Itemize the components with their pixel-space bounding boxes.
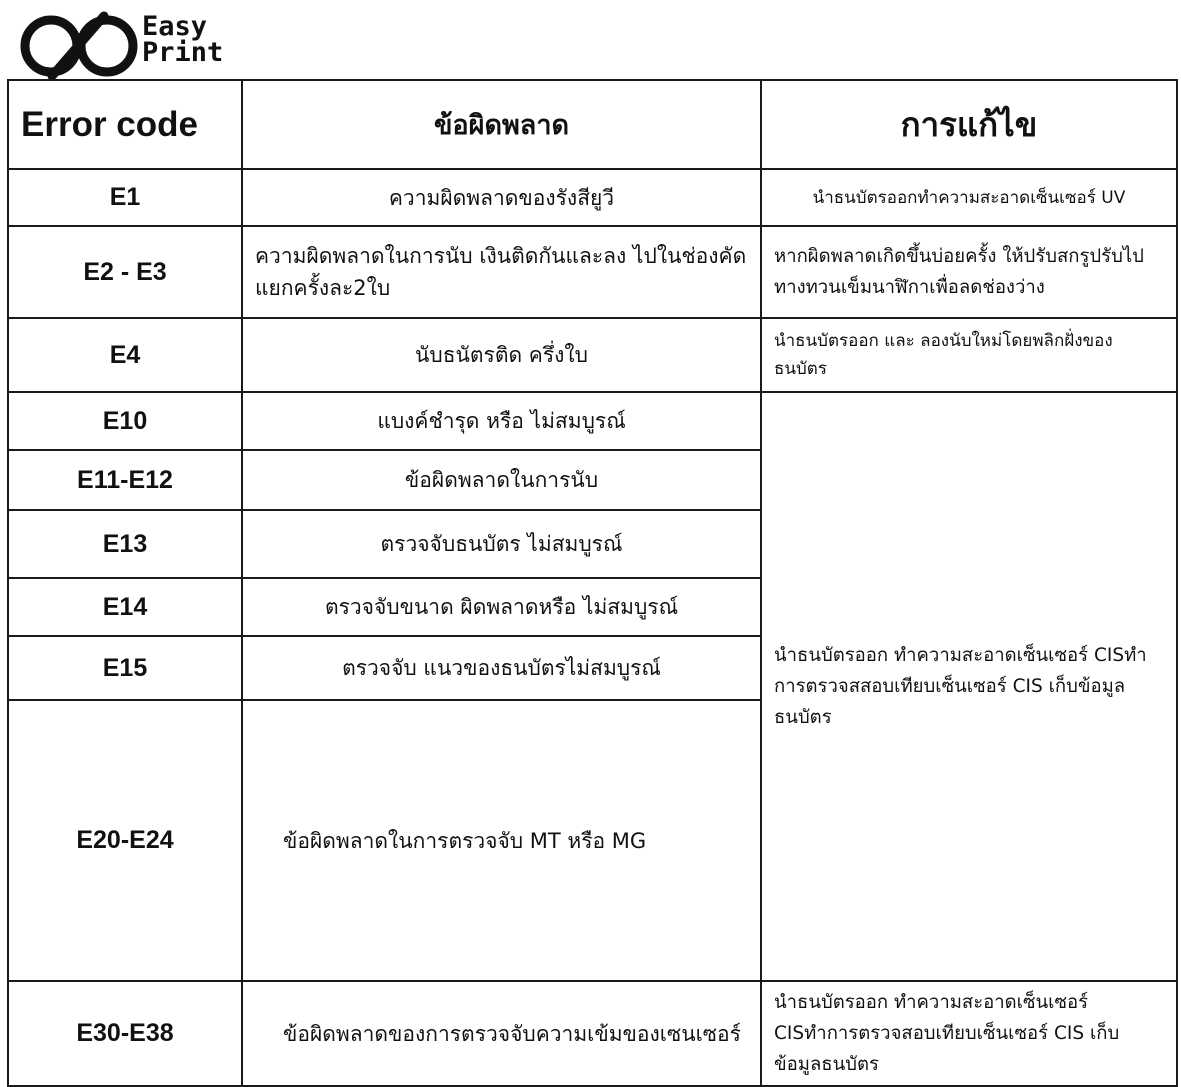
header-description: ข้อผิดพลาด xyxy=(242,80,761,169)
description-cell: แบงค์ชำรุด หรือ ไม่สมบูรณ์ xyxy=(242,392,761,450)
description-cell: ข้อผิดพลาดในการตรวจจับ MT หรือ MG xyxy=(242,700,761,981)
easy-print-logo xyxy=(18,10,228,80)
description-cell: ตรวจจับธนบัตร ไม่สมบูรณ์ xyxy=(242,510,761,578)
error-code-cell: E15 xyxy=(8,636,242,700)
error-code-cell: E11-E12 xyxy=(8,450,242,510)
description-cell: ข้อผิดพลาดของการตรวจจับความเข้มของเซนเซอร์ xyxy=(242,981,761,1086)
error-code-cell: E30-E38 xyxy=(8,981,242,1086)
error-code-cell: E14 xyxy=(8,578,242,636)
infinity-logo-icon xyxy=(18,10,138,80)
description-cell: ความผิดพลาดของรังสียูวี xyxy=(242,169,761,226)
error-code-cell: E10 xyxy=(8,392,242,450)
logo-line-2: Print xyxy=(142,37,224,68)
table-row xyxy=(8,226,1177,318)
error-code-cell: E20-E24 xyxy=(8,700,242,981)
table-row xyxy=(8,318,1177,392)
error-code-cell: E1 xyxy=(8,169,242,226)
error-code-cell: E2 - E3 xyxy=(8,226,242,318)
logo-wordmark xyxy=(142,11,224,68)
solution-cell: นำธนบัตรออกทำความสะอาดเซ็นเซอร์ UV xyxy=(761,169,1177,226)
error-code-cell: E4 xyxy=(8,318,242,392)
solution-cell: นำธนบัตรออก ทำความสะอาดเซ็นเซอร์ CISทำการตรวจสอบเทียบเซ็นเซอร์ CIS เก็บข้อมูลธนบัตร xyxy=(761,981,1177,1086)
table-row xyxy=(8,169,1177,226)
description-cell: ตรวจจับ แนวของธนบัตรไม่สมบูรณ์ xyxy=(242,636,761,700)
header-solution: การแก้ไข xyxy=(761,80,1177,169)
merged-solution-cell: นำธนบัตรออก ทำความสะอาดเซ็นเซอร์ CISทำการตรวจสสอบเทียบเซ็นเซอร์ CIS เก็บข้อมูลธนบัตร xyxy=(761,392,1177,981)
logo-line-1: Easy xyxy=(142,11,208,42)
description-cell: ความผิดพลาดในการนับ เงินติดกันและลง ไปในช่องคัดแยกครั้งละ2ใบ xyxy=(242,226,761,318)
description-cell: นับธนัตรติด ครึ่งใบ xyxy=(242,318,761,392)
table-row xyxy=(8,392,1177,450)
table-row xyxy=(8,981,1177,1086)
solution-cell: นำธนบัตรออก และ ลองนับใหม่โดยพลิกฝั่งของธนบัตร xyxy=(761,318,1177,392)
solution-cell: หากผิดพลาดเกิดขึ้นบ่อยครั้ง ให้ปรับสกรูปรับไปทางทวนเข็มนาฬิกาเพื่อลดช่องว่าง xyxy=(761,226,1177,318)
description-cell: ข้อผิดพลาดในการนับ xyxy=(242,450,761,510)
description-cell: ตรวจจับขนาด ผิดพลาดหรือ ไม่สมบูรณ์ xyxy=(242,578,761,636)
error-code-table xyxy=(7,79,1178,1087)
header-error-code: Error code xyxy=(8,80,242,169)
table-header-row xyxy=(8,80,1177,169)
error-code-cell: E13 xyxy=(8,510,242,578)
